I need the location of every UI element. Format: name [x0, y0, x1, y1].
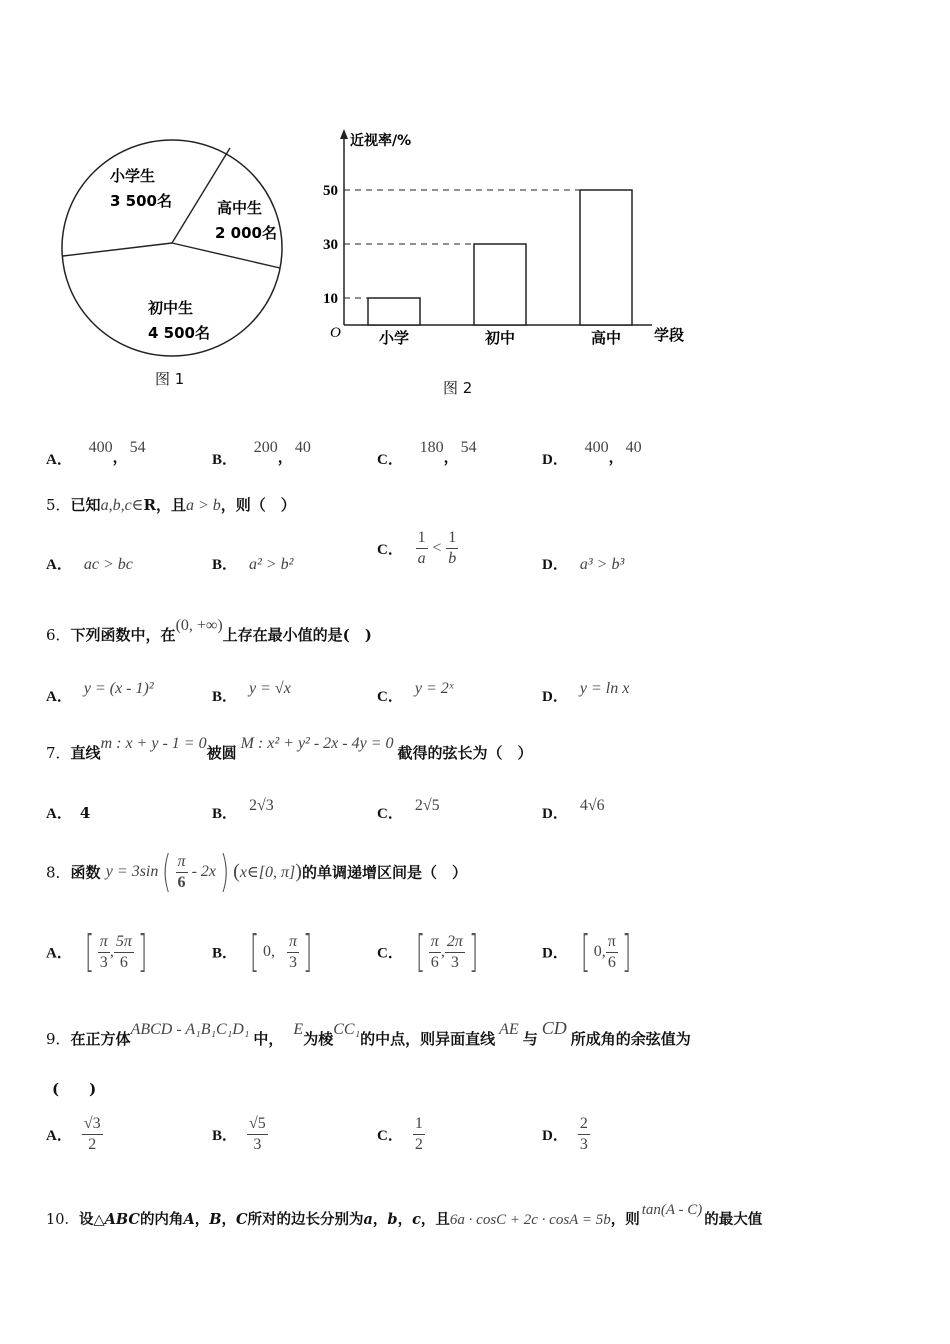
- figure2-caption: 图 2: [443, 379, 473, 397]
- x-tick-label: 小学: [378, 329, 410, 347]
- right-bracket: ]: [468, 926, 479, 977]
- left-paren: (: [162, 846, 172, 897]
- pie-label-primary: 小学生: [110, 167, 156, 185]
- pie-value-primary: 3 500名: [110, 192, 172, 210]
- right-bracket: ]: [302, 926, 313, 977]
- y-axis-label: 近视率/%: [350, 133, 412, 149]
- fraction-1-over-b: $\frac{1}{b}$: [448, 529, 457, 567]
- q7-option-a[interactable]: A． 4: [46, 804, 91, 822]
- q6-option-d[interactable]: D． y = ln x: [542, 680, 630, 705]
- bar-初中: [474, 244, 526, 325]
- pie-value-high: 2 000名: [215, 224, 277, 242]
- q8-option-a[interactable]: A． [ $\frac{\pi}{3}$ , $\frac{5\pi}{6}$ ]: [46, 926, 148, 977]
- bar-chart: [322, 125, 702, 355]
- q4-option-b[interactable]: B． 200，40: [212, 439, 311, 468]
- q9-option-b[interactable]: B． $\frac{√5}{3}$: [212, 1115, 266, 1153]
- y-tick-label: 30: [323, 237, 338, 253]
- q5-option-a[interactable]: A． ac > bc: [46, 556, 133, 573]
- q4-option-a[interactable]: A． 400，54: [46, 439, 146, 468]
- question-9: 9．在正方体ABCD - A₁B₁C₁D₁中，E为棱CC₁的中点，则异面直线AE与CD所成角的余弦值为: [46, 1018, 691, 1048]
- question-9-paren: ( ): [52, 1080, 97, 1098]
- left-bracket: [: [84, 926, 94, 977]
- pie-label-middle: 初中生: [148, 299, 194, 317]
- q9-option-a[interactable]: A． $\frac{√3}{2}$: [46, 1115, 101, 1153]
- question-8: 8．函数 y = 3sin( $\frac{\pi}{6}$ - 2x) (x∈[0, π])的单调递增区间是（ ）: [46, 846, 467, 897]
- left-bracket: [: [249, 926, 260, 977]
- pie-chart: [55, 138, 290, 360]
- question-6: 6．下列函数中，在(0, +∞)上存在最小值的是( ): [46, 617, 372, 644]
- bar-小学: [368, 298, 420, 325]
- q6-option-c[interactable]: C． y = 2ˣ: [377, 680, 454, 705]
- x-tick-label: 初中: [484, 329, 516, 347]
- pie-value-middle: 4 500名: [148, 324, 210, 342]
- question-10: 10．设△ABC的内角A，B，C所对的边长分别为a，b，c，且6a · cosC + 2c · cosA = 5b，则tan(A - C)的最大值: [46, 1202, 763, 1228]
- right-bracket: ]: [137, 926, 148, 977]
- x-axis-label: 学段: [654, 326, 685, 344]
- question-5: 5．已知a,b,c∈R，且a > b，则（ ）: [46, 496, 296, 514]
- origin-label: O: [330, 325, 341, 341]
- q4-option-d[interactable]: D． 400，40: [542, 439, 642, 468]
- x-tick-label: 高中: [590, 329, 622, 347]
- right-paren: ): [219, 846, 230, 897]
- y-axis-arrow: [340, 129, 348, 139]
- left-bracket: [: [580, 926, 590, 977]
- q8-option-b[interactable]: B． [ 0, $\frac{\pi}{3}$ ]: [212, 926, 313, 977]
- q9-option-d[interactable]: D． $\frac{2}{3}$: [542, 1115, 588, 1153]
- left-bracket: [: [415, 926, 425, 977]
- q7-option-b[interactable]: B． 2√3: [212, 797, 274, 822]
- q9-option-c[interactable]: C． $\frac{1}{2}$: [377, 1115, 423, 1153]
- q8-option-c[interactable]: C． [ $\frac{\pi}{6}$ , $\frac{2\pi}{3}$ ]: [377, 926, 479, 977]
- q7-option-c[interactable]: C． 2√5: [377, 797, 440, 822]
- q8-option-d[interactable]: D． [ 0, $\frac{\pi}{6}$ ]: [542, 926, 632, 977]
- right-bracket: ]: [621, 926, 632, 977]
- q5-option-c[interactable]: C． $\frac{1}{a}$ < $\frac{1}{b}$: [377, 529, 457, 567]
- q7-option-d[interactable]: D． 4√6: [542, 797, 605, 822]
- figure1-caption: 图 1: [155, 370, 185, 388]
- pie-label-high: 高中生: [217, 199, 263, 217]
- question-7: 7．直线m : x + y - 1 = 0被圆M : x² + y² - 2x - 4y = 0截得的弦长为（ ）: [46, 735, 533, 762]
- q5-option-b[interactable]: B． a² > b²: [212, 556, 294, 573]
- bar-高中: [580, 190, 632, 325]
- y-tick-label: 10: [323, 291, 338, 307]
- q5-option-d[interactable]: D． a³ > b³: [542, 556, 625, 573]
- q6-option-b[interactable]: B． y = √x: [212, 680, 291, 705]
- y-tick-label: 50: [323, 183, 338, 199]
- q6-option-a[interactable]: A． y = (x - 1)²: [46, 680, 154, 705]
- q4-option-c[interactable]: C． 180，54: [377, 439, 477, 468]
- fraction-1-over-a: $\frac{1}{a}$: [417, 529, 426, 567]
- fraction-pi-over-6: $\frac{\pi}{6}$: [177, 852, 186, 891]
